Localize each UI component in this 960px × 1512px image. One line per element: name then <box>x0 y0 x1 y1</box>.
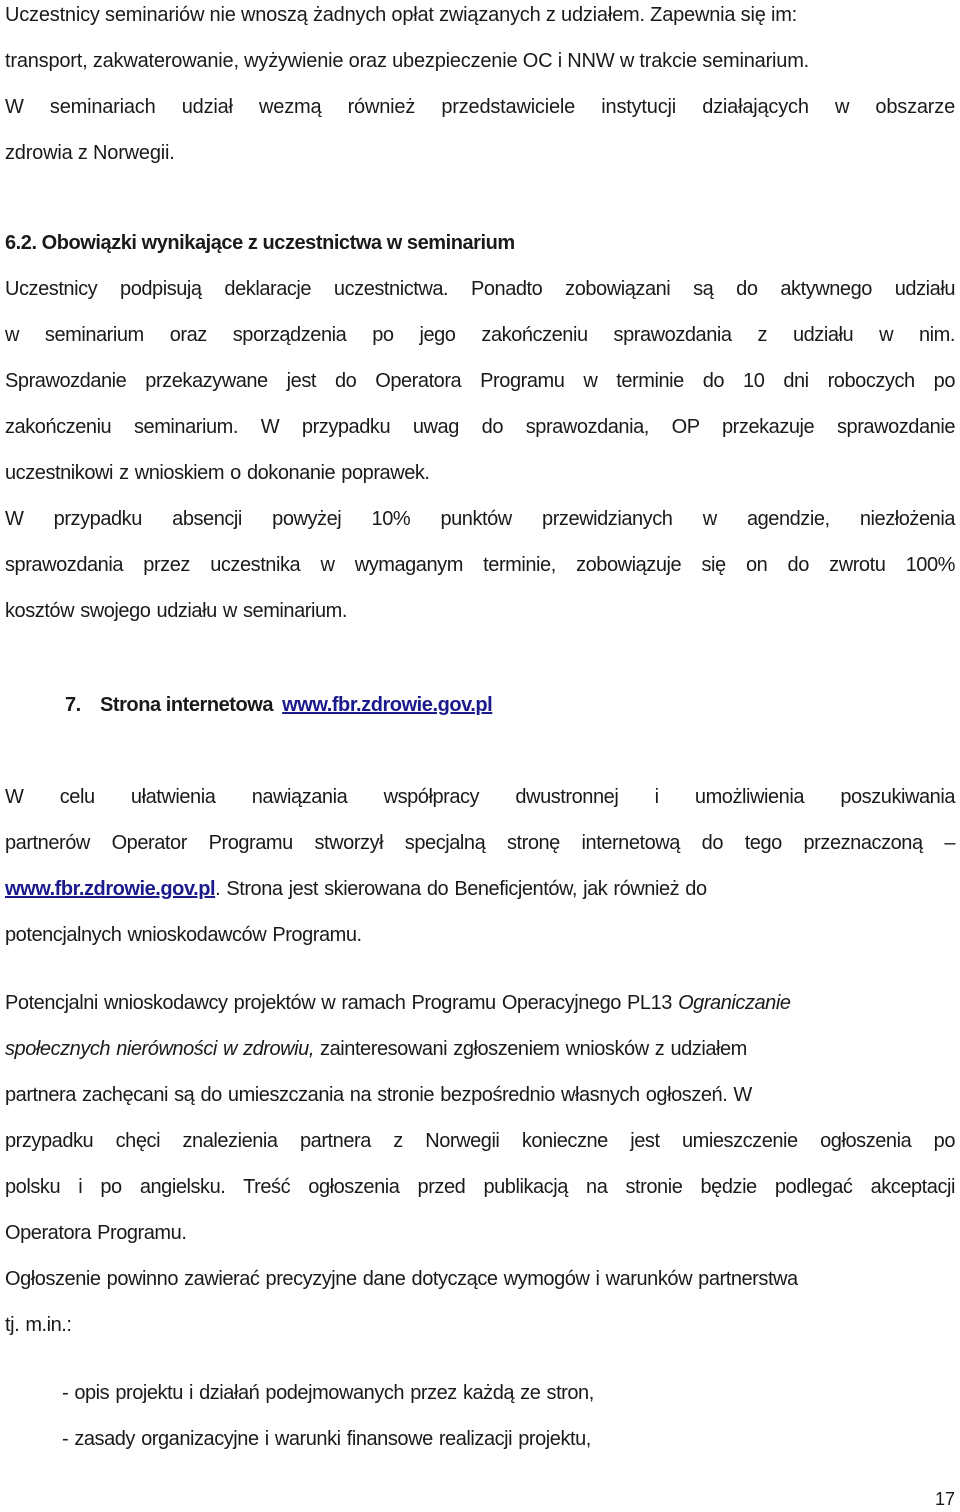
paragraph-line: partnera zachęcani są do umieszczania na stronie bezpośrednio własnych ogłoszeń. W <box>5 1084 752 1106</box>
website-link-inline[interactable]: www.fbr.zdrowie.gov.pl <box>5 878 216 900</box>
paragraph-line <box>5 990 955 1016</box>
programme-name-italic: Ograniczanie <box>678 992 791 1014</box>
section-number: 7. <box>65 694 81 716</box>
paragraph-line: polsku i po angielsku. Treść ogłoszenia przed publikacją na stronie będzie podlegać akceptacji <box>5 1176 955 1198</box>
paragraph-line: uczestnikowi z wnioskiem o dokonanie poprawek. <box>5 462 430 484</box>
section-heading-6-2: 6.2. Obowiązki wynikające z uczestnictwa w seminarium <box>5 232 515 254</box>
intro-line-1: Uczestnicy seminariów nie wnoszą żadnych opłat związanych z udziałem. Zapewnia się im: <box>5 4 798 26</box>
paragraph-line: Uczestnicy podpisują deklaracje uczestnictwa. Ponadto zobowiązani są do aktywnego udziału <box>5 278 955 300</box>
page-number: 17 <box>934 1489 955 1509</box>
paragraph-line <box>5 1036 955 1062</box>
paragraph-line: Sprawozdanie przekazywane jest do Operatora Programu w terminie do 10 dni roboczych po <box>5 370 955 392</box>
intro-line-3: W seminariach udział wezmą również przedstawiciele instytucji działających w obszarze <box>5 96 955 118</box>
paragraph-line: kosztów swojego udziału w seminarium. <box>5 600 347 622</box>
programme-name-italic: społecznych nierówności w zdrowiu, <box>5 1038 314 1060</box>
paragraph-text: zainteresowani zgłoszeniem wniosków z udziałem <box>313 1038 747 1060</box>
section-title: Strona internetowa <box>100 694 274 716</box>
intro-line-4: zdrowia z Norwegii. <box>5 142 175 164</box>
paragraph-line: potencjalnych wnioskodawców Programu. <box>5 924 362 946</box>
website-link[interactable]: www.fbr.zdrowie.gov.pl <box>282 694 493 716</box>
paragraph-line: Ogłoszenie powinno zawierać precyzyjne dane dotyczące wymogów i warunków partnerstwa <box>5 1268 798 1290</box>
paragraph-line: W celu ułatwienia nawiązania współpracy dwustronnej i umożliwienia poszukiwania <box>5 786 955 808</box>
list-item: - opis projektu i działań podejmowanych przez każdą ze stron, <box>62 1382 594 1404</box>
paragraph-line: w seminarium oraz sporządzenia po jego zakończeniu sprawozdania z udziału w nim. <box>5 324 955 346</box>
paragraph-line: Operatora Programu. <box>5 1222 187 1244</box>
list-item: - zasady organizacyjne i warunki finansowe realizacji projektu, <box>62 1428 591 1450</box>
intro-line-2: transport, zakwaterowanie, wyżywienie oraz ubezpieczenie OC i NNW w trakcie seminarium. <box>5 50 810 72</box>
paragraph-line: W przypadku absencji powyżej 10% punktów przewidzianych w agendzie, niezłożenia <box>5 508 955 530</box>
paragraph-line <box>5 876 955 902</box>
paragraph-text: Potencjalni wnioskodawcy projektów w ramach Programu Operacyjnego PL13 <box>5 992 679 1014</box>
paragraph-line: partnerów Operator Programu stworzył specjalną stronę internetową do tego przeznaczoną – <box>5 832 955 854</box>
paragraph-text: . Strona jest skierowana do Beneficjentów, jak również do <box>215 878 707 900</box>
section-heading-7 <box>5 692 955 718</box>
paragraph-line: przypadku chęci znalezienia partnera z Norwegii konieczne jest umieszczenie ogłoszenia po <box>5 1130 955 1152</box>
paragraph-line: zakończeniu seminarium. W przypadku uwag do sprawozdania, OP przekazuje sprawozdanie <box>5 416 955 438</box>
paragraph-line: tj. m.in.: <box>5 1314 72 1336</box>
paragraph-line: sprawozdania przez uczestnika w wymaganym terminie, zobowiązuje się on do zwrotu 100% <box>5 554 955 576</box>
